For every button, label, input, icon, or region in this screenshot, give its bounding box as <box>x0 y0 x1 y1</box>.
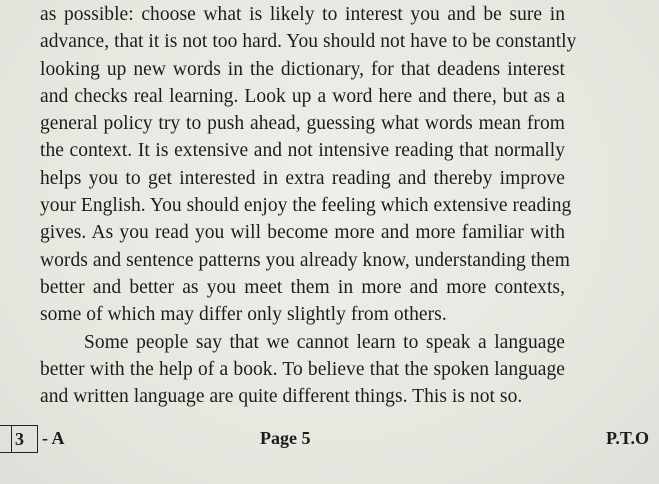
text-line: general policy try to push ahead, guessing what words mean from <box>40 113 565 135</box>
text-line: better with the help of a book. To believe that the spoken language <box>40 358 565 380</box>
code-box-divider <box>11 426 12 452</box>
text-line: the context. It is extensive and not intensive reading that normally <box>40 140 565 162</box>
text-line: words and sentence patterns you already know, understanding them <box>40 249 570 271</box>
text-line: better and better as you meet them in more and more contexts, <box>40 276 565 298</box>
text-line: helps you to get interested in extra reading and thereby improve <box>40 167 565 189</box>
text-line: and checks real learning. Look up a word here and there, but as a <box>40 85 565 107</box>
paper-code-suffix: - A <box>42 428 65 448</box>
text-line: as possible: choose what is likely to interest you and be sure in <box>40 4 565 25</box>
passage-text <box>40 1 577 410</box>
text-line: and written language are quite different things. This is not so. <box>40 386 523 408</box>
paper-code-box <box>0 425 38 453</box>
page-number: Page 5 <box>260 428 311 448</box>
text-line-paragraph-start: Some people say that we cannot learn to speak a language <box>84 331 565 353</box>
text-line: your English. You should enjoy the feeling which extensive reading <box>40 195 572 217</box>
please-turn-over-label: P.T.O <box>606 428 650 448</box>
text-line-paragraph-end: some of which may differ only slightly from others. <box>40 304 447 326</box>
text-line: advance, that it is not too hard. You should not have to be constantly <box>40 31 577 53</box>
page-footer <box>0 425 659 453</box>
text-line: looking up new words in the dictionary, for that deadens interest <box>40 58 565 80</box>
text-line: gives. As you read you will become more and more familiar with <box>40 222 565 244</box>
paper-code-number: 3 <box>15 429 24 449</box>
